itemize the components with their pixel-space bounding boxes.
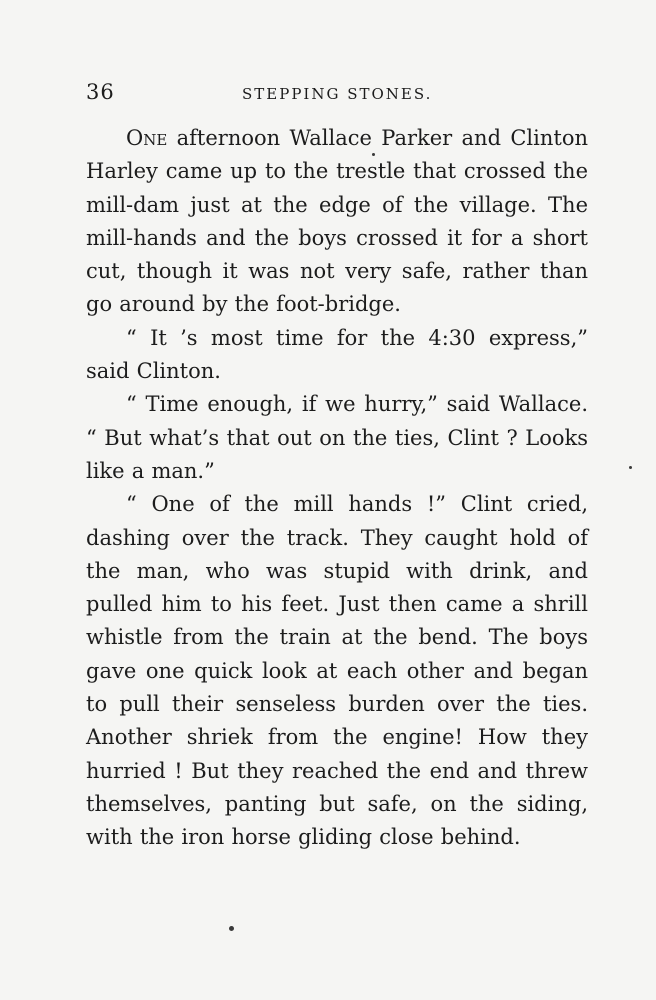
paragraph [86, 122, 588, 322]
body-text [86, 122, 588, 855]
paragraph: “ One of the mill hands !” Clint cried, dashing over the track. They caught hold of the man, who was stupid with drink, and pulled him to his feet. Just then came a shrill whistle from the train at the bend. The boys gave one quick look at each other and began to pull their senseless burden over the ties. Another shriek from the engine! How they hurried ! But they reached the end and threw themselves, panting but safe, on the siding, with the iron horse gliding close behind. [86, 492, 588, 850]
paper-speck [229, 926, 234, 931]
paragraph: “ Time enough, if we hurry,” said Wallace. “ But what’s that out on the ties, Clint ? Looks like a man.” [86, 392, 588, 483]
paper-speck [372, 153, 375, 156]
running-title: STEPPING STONES. [242, 85, 433, 103]
paper-speck [629, 466, 632, 469]
paragraph-text: afternoon Wallace Parker and Clinton Harley came up to the trestle that crossed the mill-dam just at the edge of the village. The mill-hands and the boys crossed it for a short cut, though it was not very safe, rather than go around by the foot-bridge. [86, 126, 588, 317]
page-number: 36 [86, 80, 115, 104]
opening-word: One [126, 126, 168, 150]
running-head [86, 80, 590, 110]
paragraph: “ It ’s most time for the 4:30 express,” said Clinton. [86, 325, 588, 384]
